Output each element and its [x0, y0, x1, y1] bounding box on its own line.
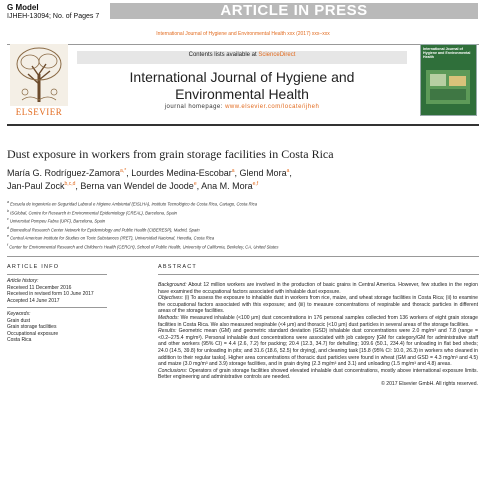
abstract-heading-rule	[158, 274, 479, 275]
journal-title-line2: Environmental Health	[175, 86, 309, 102]
abstract-conclusions: Conclusions: Operators of grain storage facilities showed elevated inhalable dust concentrations, mostly above international exposure limits. Better engineering and administrative controls are needed.	[158, 367, 479, 381]
history-item: Received in revised form 10 June 2017	[7, 291, 94, 297]
elsevier-logo	[10, 44, 68, 114]
journal-title-line1: International Journal of Hygiene and	[129, 69, 355, 85]
info-heading-rule	[7, 274, 107, 275]
header-rule	[7, 44, 479, 45]
author-list	[7, 166, 477, 192]
author-name[interactable]: María G. Rodríguez-Zamora	[7, 168, 121, 178]
article-in-press-text: ARTICLE IN PRESS	[220, 2, 368, 19]
contents-prefix: Contents lists available at	[188, 52, 257, 58]
affiliation-item: $^f$ Center for Environmental Research and Children's Health (CERCH), School of Public Health, University of California, Berkeley, CA, United States	[7, 242, 279, 250]
abstract-objectives: Objectives: (i) To assess the exposure to inhalable dust in workers from rice, maize, and wheat storage facilities in Costa Rica; (ii) to examine the occupational factors associated with this exposure; and (iii) to measure concentrations of respirable and thoracic particles in different areas of the storage facilities.	[158, 295, 478, 315]
keyword-item: Grain dust	[7, 317, 31, 324]
homepage-link[interactable]: www.elsevier.com/locate/ijheh	[225, 104, 320, 110]
copyright-line: © 2017 Elsevier GmbH. All rights reserved.	[381, 380, 478, 387]
homepage-prefix: journal homepage:	[164, 104, 223, 110]
journal-citation: International Journal of Hygiene and Environmental Health xxx (2017) xxx–xxx	[156, 31, 330, 37]
masthead-rule	[7, 124, 479, 126]
affiliation-item: $^c$ Universitat Pompeu Fabra (UPF), Barcelona, Spain	[7, 217, 106, 224]
author-name[interactable]: Jan-Paul Zock	[7, 181, 65, 191]
affiliations-rule	[7, 256, 479, 257]
manuscript-code: IJHEH-13094;	[7, 13, 51, 20]
affiliation-list	[7, 199, 477, 251]
keyword-item: Occupational exposure	[7, 330, 59, 337]
authors-line-1: María G. Rodríguez-Zamora$^{a,*}$, Lourdes Medina-Escobar$^a$, Glend Mora$^a$,	[7, 168, 292, 178]
keyword-item: Grain storage facilities	[7, 324, 57, 330]
keyword-item: Costa Rica	[7, 337, 32, 343]
affiliation-item: $^a$ Escuela de Ingeniería en Seguridad Laboral e Higiene Ambiental (EISLHA), Instituto Tecnológico de Costa Rica, Cartago, Costa Rica	[7, 200, 258, 207]
affiliation-item: $^d$ Biomedical Research Center Network for Epidemiology and Public Health (CIBERESP), Madrid, Spain	[7, 225, 200, 233]
affiliation-item: $^b$ ISGlobal, Centre for Research in Environmental Epidemiology (CREAL), Barcelona, Spain	[7, 208, 178, 215]
author-affiliation-marker: e	[193, 181, 197, 187]
keywords-label: Keywords:	[7, 311, 31, 317]
affiliation-item: $^e$ Central American Institute for Studies on Toxic Substances (IRET), Universidad Nacional, Heredia, Costa Rica	[7, 234, 215, 241]
abstract-methods: Methods: We measured inhalable (<100 μm) dust concentrations in 176 personal samples collected from 136 workers of eight grain storage facilities in Costa Rica. We also measured respirable (<4 μm) and thoracic (<10 μm) dust particles in several areas of the storage facilities.	[158, 314, 478, 328]
author-affiliation-marker: a	[231, 168, 235, 174]
abstract-results: Results: Geometric mean (GM) and geometric standard deviation (GSD) inhalable dust concentrations were 2.0 mg/m³ and 7.8 (range = <0.2–275.4 mg/m³). Personal inhalable dust concentrations were associated with job category [GM for category/GM for administrative staff and other workers (95% CI) = 4.4 (2.6, 7.2) for packing; 20.4 (12.3, 34.7) for dehulling; 109.6 (50.1, 234.4) for unloading in flat bed sheds; 24.0 (14.5, 39.8) for unloading in pits; and 31.6 (18.6, 52.5) for drying], and cleaning task [15.8 (95% CI: 10.0, 26.3) in workers who cleaned in addition to their regular tasks]. Higher area concentrations of thoracic dust particles were found in wheat (GM and GSD = 4.3 mg/m³ and 4.5) and maize (3.0 mg/m³ and 3.9) storage facilities, and in grain drying (2.3 mg/m³ and 3.1) and unloading (1.5 mg/m³ and 4.8) areas.	[158, 328, 478, 368]
manuscript-meta	[7, 4, 99, 21]
article-title: Dust exposure in workers from grain storage facilities in Costa Rica	[7, 147, 334, 161]
author-affiliation-marker: a,*	[120, 168, 127, 174]
authors-line-2: Jan-Paul Zock$^{b,c,d}$, Berna van Wendel de Joode$^e$, Ana M. Mora$^{e,f}$	[7, 181, 259, 191]
journal-title	[83, 69, 401, 103]
abstract-body	[158, 282, 478, 388]
journal-cover-title: International Journal of Hygiene and Environmental Health	[423, 47, 471, 59]
author-affiliation-marker: a	[286, 168, 290, 174]
author-name[interactable]: Lourdes Medina-Escobar	[131, 168, 232, 178]
author-name[interactable]: Glend Mora	[239, 168, 287, 178]
article-info-heading: ARTICLE INFO	[7, 264, 60, 270]
abstract-background: Background: About 12 million workers are involved in the production of basic grains in Central America. However, few studies in the region have examined the occupational factors associated with inhalable dust exposure.	[158, 282, 478, 295]
journal-homepage	[83, 104, 401, 110]
model-label: G Model	[7, 3, 39, 12]
publisher-name: ELSEVIER	[15, 107, 63, 117]
author-affiliation-marker: b,c,d	[64, 181, 76, 187]
author-name[interactable]: Ana M. Mora	[201, 181, 253, 191]
article-info	[7, 278, 107, 344]
abstract-heading: ABSTRACT	[158, 264, 197, 270]
contents-line	[77, 52, 407, 58]
history-item: Received 11 December 2016	[7, 284, 72, 291]
history-label: Article history:	[7, 278, 39, 284]
history-item: Accepted 14 June 2017	[7, 297, 60, 304]
page-count: No. of Pages 7	[52, 13, 100, 20]
journal-cover-image	[426, 70, 470, 104]
author-name[interactable]: Berna van Wendel de Joode	[80, 181, 194, 191]
info-separator	[7, 307, 107, 308]
author-affiliation-marker: e,f	[252, 181, 259, 187]
sciencedirect-link[interactable]: ScienceDirect	[258, 52, 296, 58]
